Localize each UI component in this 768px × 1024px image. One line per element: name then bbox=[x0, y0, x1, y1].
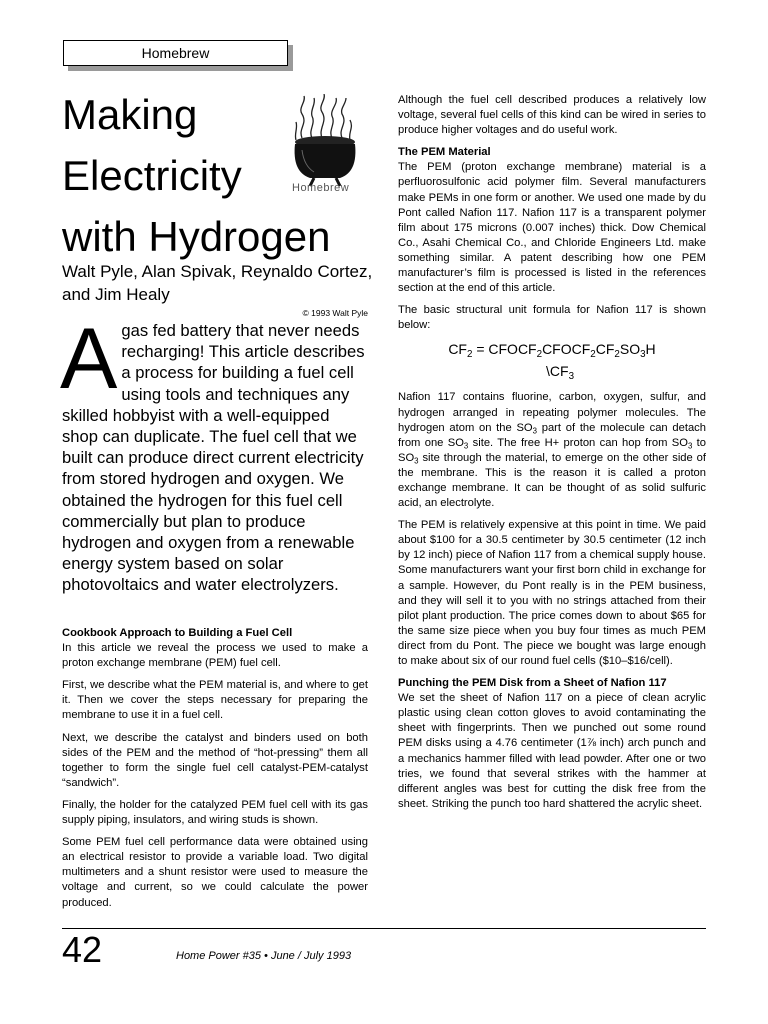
cauldron-illustration bbox=[284, 94, 366, 194]
cookbook-paragraph: Next, we describe the catalyst and binders used on both sides of the PEM and the method of “hot-pressing” them all together to form the single fuel cell catalyst-PEM-catalyst “sandwich”. bbox=[62, 731, 368, 789]
title-line-3: with Hydrogen bbox=[62, 213, 331, 260]
steam-icon bbox=[295, 94, 351, 140]
nafion-paragraph: Nafion 117 contains fluorine, carbon, oxygen, sulfur, and hydrogen arranged in repeating polymer molecules. The hydrogen atom on the $SO_3$ part of the molecule can detach from one $SO_3$ site. The free H+ proton can hop from $SO_3$ to $SO_3$ site through the material, to emerge on the other side of the membrane. This is the reason it is called a proton exchange membrane. It can be thought of as solid sulfuric acid, an electrolyte. bbox=[398, 391, 706, 510]
cookbook-paragraph: Finally, the holder for the catalyzed PEM fuel cell with its gas supply piping, insulators, and wiring studs is shown. bbox=[62, 798, 368, 827]
punch-paragraph: We set the sheet of Nafion 117 on a piece of clean acrylic plastic using clean cotton gloves to avoid contaminating the sheet with fingerprints. Then we punched out some round PEM disks using a 4.76 centimeter (1⅞ inch) arch punch and a mechanics hammer filled with lead powder. After one or two tries, we found that several strikes with the hammer at different angles was best for cutting the disk free from the sheet. Striking the punch too hard shattered the acrylic sheet. bbox=[398, 692, 706, 810]
lead-text: gas fed battery that never needs recharging! This article describes a process for building a fuel cell using tools and techniques any skilled hobbyist with a well-equipped shop can duplicate. The fuel cell that we built can produce direct current electricity from stored hydrogen and oxygen. We obtained the hydrogen for this fuel cell commercially but plan to produce hydrogen and oxygen from a renewable energy system based on solar photovoltaics and water electrolyzers. bbox=[62, 321, 365, 595]
cookbook-paragraph: Some PEM fuel cell performance data were obtained using an electrical resistor to provide a variable load. Two digital multimeters and a shunt resistor were used to measure the voltage and current, so we could calculate the power produced. bbox=[62, 836, 368, 909]
drop-cap: A bbox=[60, 311, 118, 407]
publication-info: Home Power #35 • June / July 1993 bbox=[176, 950, 352, 962]
copyright: © 1993 Walt Pyle bbox=[302, 308, 368, 318]
cookbook-paragraph: First, we describe what the PEM material is, and where to get it. Then we cover the steps necessary for preparing the membrane to use it in a fuel cell. bbox=[62, 679, 368, 722]
section-label: Homebrew bbox=[141, 45, 210, 61]
right-column bbox=[398, 93, 706, 819]
title-line-1: Making bbox=[62, 91, 198, 138]
cauldron-pot-icon bbox=[295, 144, 356, 178]
nafion-formula: $CF_2$ = $CFOCF_2CFOCF_2CF_2SO_3H$ bbox=[448, 341, 656, 361]
authors: Walt Pyle, Alan Spivak, Reynaldo Cortez, and Jim Healy bbox=[62, 262, 373, 304]
page-number: 42 bbox=[62, 929, 103, 970]
title-line-2: Electricity bbox=[62, 152, 242, 199]
punch-heading: Punching the PEM Disk from a Sheet of Nafion 117 bbox=[398, 677, 667, 690]
formula-intro: The basic structural unit formula for Nafion 117 is shown below: bbox=[398, 304, 706, 332]
cookbook-paragraph: In this article we reveal the process we used to make a proton exchange membrane (PEM) fuel cell. bbox=[62, 642, 368, 670]
left-column bbox=[62, 626, 368, 918]
footer-rule bbox=[62, 928, 706, 929]
image-caption: Homebrew bbox=[292, 182, 350, 194]
cookbook-heading: Cookbook Approach to Building a Fuel Cell bbox=[62, 627, 293, 639]
nafion-formula-branch: $\backslash CF_3$ bbox=[546, 363, 575, 383]
pem-heading: The PEM Material bbox=[398, 146, 491, 159]
intro-paragraph: Although the fuel cell described produces a relatively low voltage, several fuel cells of this kind can be wired in series to produce higher voltages and do useful work. bbox=[398, 94, 706, 137]
section-label-box bbox=[63, 40, 288, 66]
pem-paragraph: The PEM (proton exchange membrane) material is a perfluorosulfonic acid polymer film. Several manufacturers make PEMs in one form or another. We used one made by du Pont called Nafion 117. Nafion 117 is a transparent polymer film about 175 microns (0.007 inches) thick. Dow Chemical Co., Asahi Chemical Co., and Chloride Engineers Ltd. make something similar. A patent describing how one PEM manufacturer’s film is processed is listed in the references section at the end of this article. bbox=[398, 161, 706, 295]
cost-paragraph: The PEM is relatively expensive at this point in time. We paid about $100 for a 30.5 centimeter by 30.5 centimeter (12 inch by 12 inch) piece of Nafion 117 from a chemical supply house. Some manufacturers want your first born child in exchange for a sample. However, du Pont really is in the PEM business, and they will sell it to you with no strings attached from their pilot plant production. The price comes down to about $65 for the same size piece when you buy four times as much PEM direct from du Pont. The piece we bought was large enough to make about six of our round fuel cells ($10–$16/cell). bbox=[398, 519, 706, 667]
